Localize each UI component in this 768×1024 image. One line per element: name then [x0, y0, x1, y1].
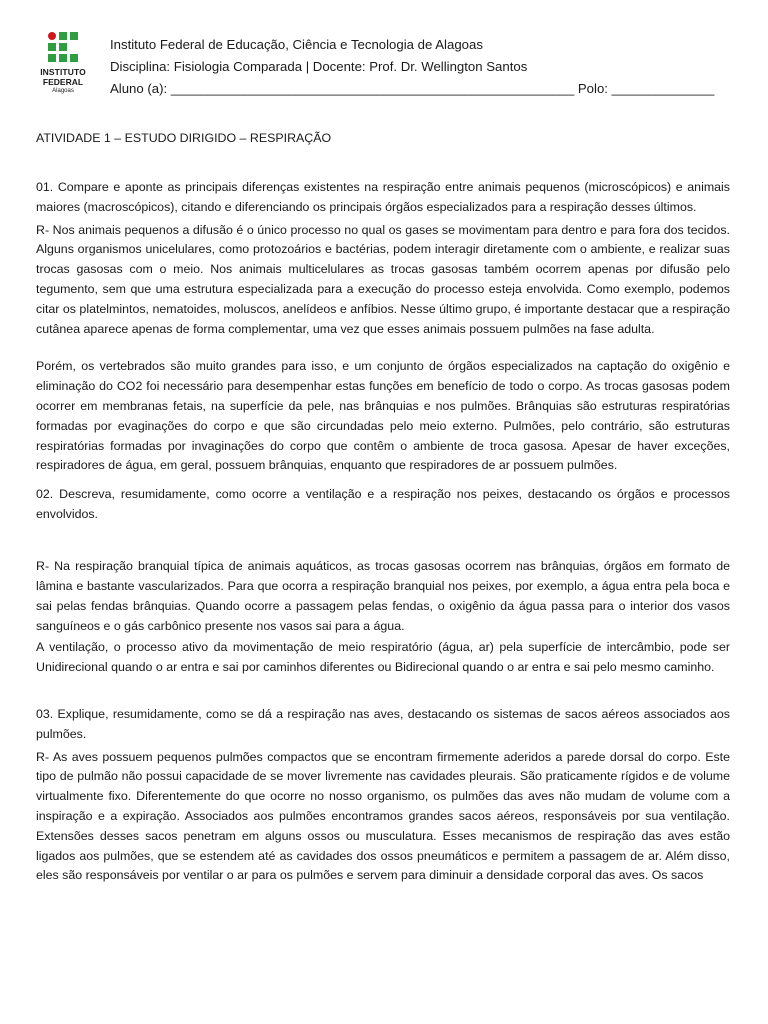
answer-03-part-1: R- As aves possuem pequenos pulmões compactos que se encontram firmemente aderidos a parede dorsal do corpo. Este tipo de pulmão não possui capacidade de se mover livremente nas cavidades pleurais. São praticamente rígidos e de volume virtualmente fixo. Diferentemente do que ocorre no nosso organismo, os pulmões das aves não mudam de volume com a inspiração e a expiração. Associados aos pulmões encontramos grandes sacos aéreos, responsáveis por sua ventilação. Extensões desses sacos penetram em alguns ossos ou musculatura. Esses mecanismos de respiração das aves estão ligados aos pulmões, que se estendem até as cavidades dos ossos pneumáticos e permitem a passagem de ar. Além disso, eles são responsáveis por ventilar o ar para os pulmões e servem para diminuir a densidade corporal das aves. Os sacos — [36, 749, 730, 883]
institution-name: Instituto Federal de Educação, Ciência e Tecnologia de Alagoas — [110, 37, 483, 52]
activity-title: ATIVIDADE 1 – ESTUDO DIRIGIDO – RESPIRAÇÃO — [36, 131, 332, 145]
question-02: 02. Descreva, resumidamente, como ocorre a ventilação e a respiração nos peixes, destacando os órgãos e processos envolvidos. — [36, 487, 730, 521]
logo-subname: FEDERAL — [42, 77, 84, 87]
course-line: Disciplina: Fisiologia Comparada | Docente: Prof. Dr. Wellington Santos — [110, 59, 528, 74]
logo-name: INSTITUTO — [40, 67, 86, 77]
question-01: 01. Compare e aponte as principais diferenças existentes na respiração entre animais pequenos (microscópicos) e animais maiores (macroscópicos), citando e diferenciando os principais órgãos especializados para a respiração desses últimos. — [36, 180, 730, 214]
answer-01-part-1: R- Nos animais pequenos a difusão é o único processo no qual os gases se movimentam para dentro e para fora dos tecidos. Alguns organismos unicelulares, como protozoários e bactérias, podem interagir diretamente com o ambiente, e realizar suas trocas gasosas com o meio. Nos animais multicelulares as trocas gasosas também ocorrem apenas por difusão pelo tegumento, sem que uma estrutura especializada para a execução do processo esteja envolvida. Como exemplo, podemos citar os platelmintos, nematoides, moluscos, anelídeos e anfíbios. Nesse último grupo, é importante destacar que a respiração cutânea aparece apenas de forma complementar, uma vez que esses animais possuem pulmões na fase adulta. — [36, 222, 730, 336]
institution-logo — [32, 32, 94, 102]
answer-01-part-2: Porém, os vertebrados são muito grandes para isso, e um conjunto de órgãos especializados na captação do oxigênio e eliminação do CO2 foi necessário para desempenhar estas funções em benefício de todo o corpo. As trocas gasosas podem ocorrer em membranas fetais, na superfície da pele, nas brânquias e nos pulmões. Brânquias são estruturas respiratórias formadas por evaginações do corpo e que são circundadas pelo meio externo. Pulmões, pelo contrário, são estruturas respiratórias formadas por invaginações do corpo que contêm o ambiente de troca gasosa. Apesar de haver exceções, respiradores de água, em geral, possuem brânquias, enquanto que respiradores de ar possuem pulmões. — [36, 359, 730, 473]
student-line: Aluno (a): _______________________________________________________ Polo: ______________ — [110, 81, 715, 96]
logo-place: Alagoas — [52, 88, 74, 94]
answer-02-part-1: R- Na respiração branquial típica de animais aquáticos, as trocas gasosas ocorrem nas brânquias, órgãos em formato de lâmina e bastante vascularizados. Para que ocorra a respiração branquial nos peixes, por exemplo, a água entra pela boca e sai pelas fendas brânquias. Quando ocorre a passagem pelas fendas, o oxigênio da água passa para o interior dos vasos sanguíneos e o gás carbônico presente nos vasos sai para a água. — [36, 558, 730, 634]
document-body — [36, 178, 730, 886]
document-header — [110, 34, 714, 100]
question-03: 03. Explique, resumidamente, como se dá a respiração nas aves, destacando os sistemas de sacos aéreos associados aos pulmões. — [36, 706, 730, 741]
answer-02-part-2: A ventilação, o processo ativo da movimentação de meio respiratório (água, ar) pela superfície de intercâmbio, pode ser Unidirecional quando o ar entra e sai por caminhos diferentes ou Bidirecional quando o ar entra e sai pelo mesmo caminho. — [36, 639, 730, 674]
logo-grid-icon — [48, 32, 78, 62]
